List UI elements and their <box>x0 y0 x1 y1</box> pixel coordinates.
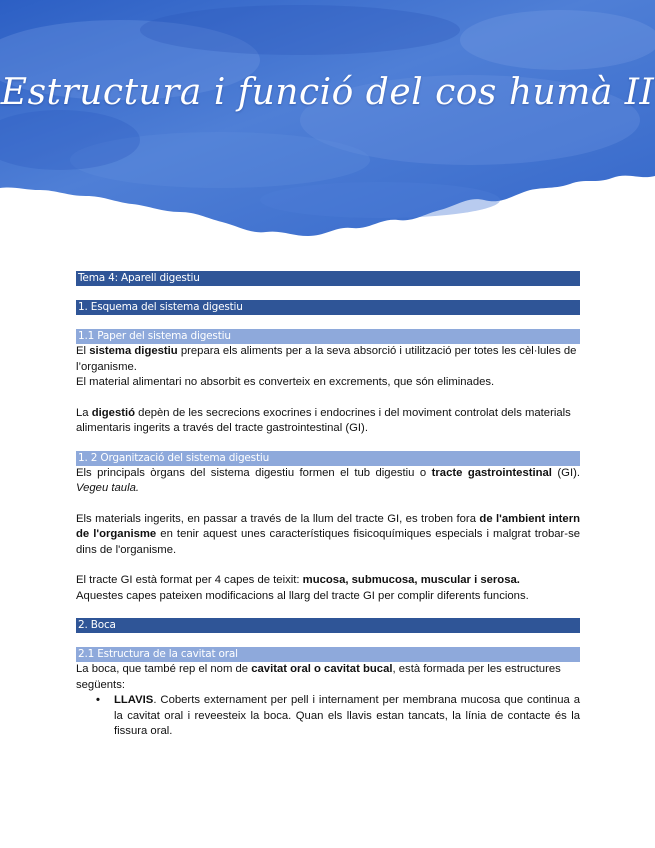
text-run: Els principals òrgans del sistema digestiu formen el tub digestiu o <box>76 466 432 479</box>
paragraph-boca <box>76 662 580 693</box>
text-bold: de l'ambient intern de l'organisme <box>76 512 580 540</box>
paragraph-digestio <box>76 406 580 437</box>
text-bold: sistema digestiu <box>89 345 178 357</box>
list-item <box>114 693 580 740</box>
heading-section-1-1: 1.1 Paper del sistema digestiu <box>76 329 580 344</box>
paragraph-organs <box>76 466 580 497</box>
text-run: Els materials ingerits, en passar a través de la llum del tracte GI, es troben fora <box>76 512 480 525</box>
text-bold: tracte gastrointestinal <box>431 466 552 479</box>
text-bold: digestió <box>91 406 136 419</box>
text-run: . Coberts externament per pell i internament per membrana mucosa que continua a la cavitat oral i reveesteix la boca. Quan els llavis estan tancats, la línia de contacte és la fissura oral. <box>114 694 580 737</box>
text-run: prepara els aliments per a la seva absorció i utilització per totes les cèl·lules de l’organisme. <box>76 345 577 373</box>
text-bold: LLAVIS <box>114 694 154 706</box>
text-bold: cavitat oral o cavitat bucal <box>251 663 393 675</box>
paragraph-sistema-digestiu <box>76 344 580 375</box>
text-bold: mucosa, submucosa, muscular i serosa. <box>302 574 520 586</box>
text-run: depèn de les secrecions exocrines i endocrines i del moviment controlat dels materials alimentaris ingerits a través del tracte gastrointestinal (GI). <box>76 406 571 434</box>
heading-section-1: 1. Esquema del sistema digestiu <box>76 300 580 315</box>
text-run: en tenir aquest unes característiques fisicoquímiques especials i malgrat trobar-se dins de l'organisme. <box>76 528 581 556</box>
text-run: El <box>76 345 90 357</box>
heading-section-2: 2. Boca <box>76 618 580 633</box>
text-run: La <box>76 406 92 419</box>
heading-tema: Tema 4: Aparell digestiu <box>76 271 580 286</box>
watercolor-banner <box>0 0 655 250</box>
paragraph-modificacions: Aquestes capes pateixen modificacions al llarg del tracte GI per complir diferents funcions. <box>76 589 529 602</box>
text-run: (GI). <box>551 466 580 479</box>
page-title: Estructura i funció del cos humà II <box>0 72 655 113</box>
document-body <box>76 271 580 740</box>
paragraph-materials-ingerits <box>76 512 580 559</box>
heading-section-2-1: 2.1 Estructura de la cavitat oral <box>76 647 580 662</box>
paragraph-capes <box>76 573 580 589</box>
text-run: , està formada per les estructures següents: <box>76 663 561 691</box>
text-run: El tracte GI està format per 4 capes de teixit: <box>76 574 303 586</box>
text-run: La boca, que també rep el nom de <box>76 663 252 675</box>
heading-section-1-2: 1. 2 Organització del sistema digestiu <box>76 451 580 466</box>
text-italic: Vegeu taula. <box>76 482 140 494</box>
paragraph-material-no-absorbit: El material alimentari no absorbit es converteix en excrements, que són eliminades. <box>76 376 495 388</box>
structure-list <box>76 693 580 740</box>
